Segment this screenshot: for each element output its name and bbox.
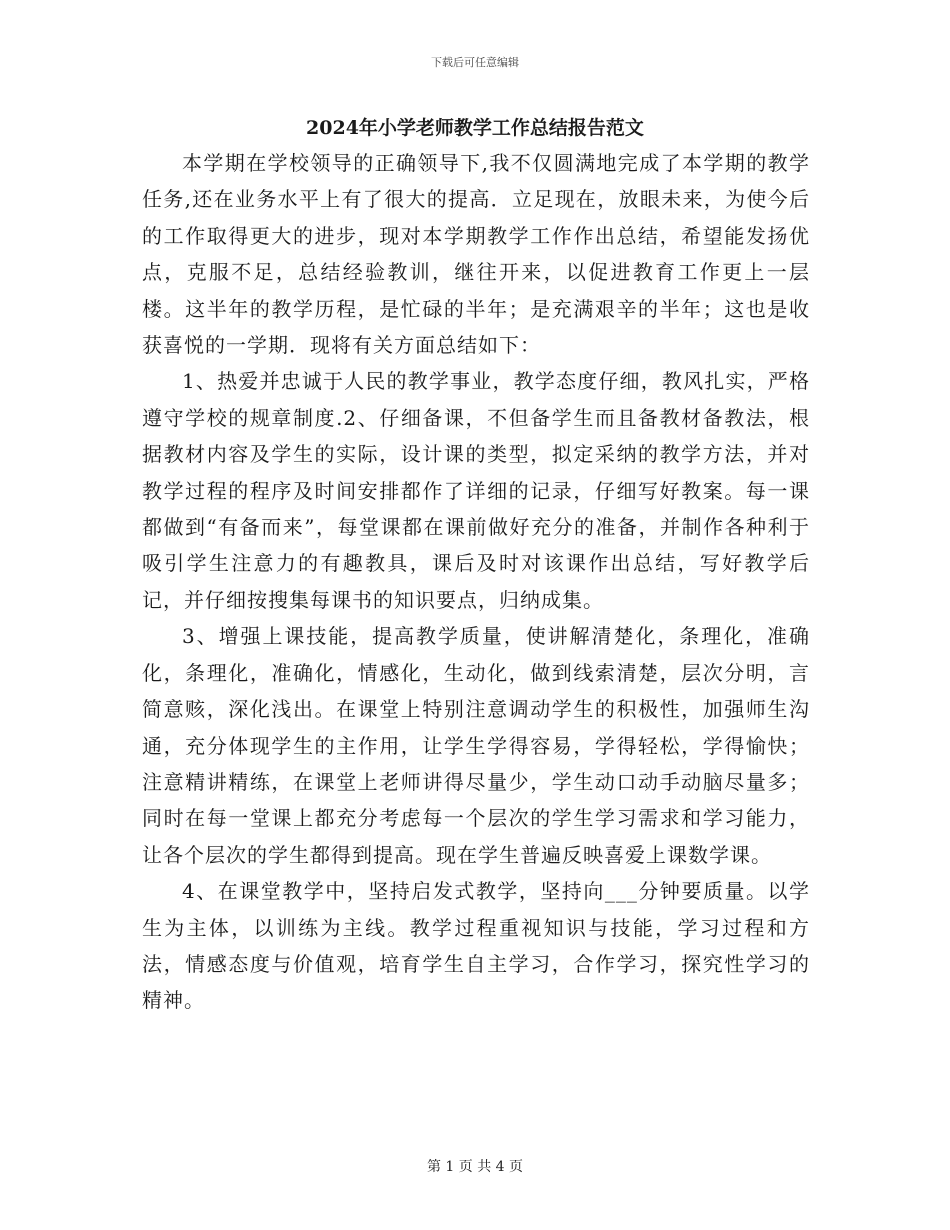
document-body <box>142 145 810 1019</box>
page-number: 第 1 页 共 4 页 <box>426 1159 524 1175</box>
paragraph-intro: 本学期在学校领导的正确领导下,我不仅圆满地完成了本学期的教学任务,还在业务水平上有了很大的提高．立足现在，放眼未来，为使今后的工作取得更大的进步，现对本学期教学工作作出总结，希望能发扬优点，克服不足，总结经验教训，继往开来，以促进教育工作更上一层楼。这半年的教学历程，是忙碌的半年；是充满艰辛的半年；这也是收获喜悦的一学期．现将有关方面总结如下： <box>142 151 810 358</box>
paragraph-item-4: 4、在课堂教学中，坚持启发式教学，坚持向___分钟要质量。以学生为主体，以训练为主线。教学过程重视知识与技能，学习过程和方法，情感态度与价值观，培育学生自主学习，合作学习，探究性学习的精神。 <box>142 879 810 1013</box>
document-title: 2024年小学老师教学工作总结报告范文 <box>306 117 644 139</box>
paragraph-item-3: 3、增强上课技能，提高教学质量，使讲解清楚化，条理化，准确化，条理化，准确化，情感化，生动化，做到线索清楚，层次分明，言简意赅，深化浅出。在课堂上特别注意调动学生的积极性，加强师生沟通，充分体现学生的主作用，让学生学得容易，学得轻松，学得愉快；注意精讲精练，在课堂上老师讲得尽量少，学生动口动手动脑尽量多；同时在每一堂课上都充分考虑每一个层次的学生学习需求和学习能力，让各个层次的学生都得到提高。现在学生普遍反映喜爱上课数学课。 <box>142 624 810 867</box>
paragraph-item-1-2: 1、热爱并忠诚于人民的教学事业，教学态度仔细，教风扎实，严格遵守学校的规章制度.2、仔细备课，不但备学生而且备教材备教法，根据教材内容及学生的实际，设计课的类型，拟定采纳的教学方法，并对教学过程的程序及时间安排都作了详细的记录，仔细写好教案。每一课都做到“有备而来”，每堂课都在课前做好充分的准备，并制作各种利于吸引学生注意力的有趣教具，课后及时对该课作出总结，写好教学后记，并仔细按搜集每课书的知识要点，归纳成集。 <box>142 369 810 612</box>
header-note: 下载后可任意编辑 <box>431 56 519 69</box>
